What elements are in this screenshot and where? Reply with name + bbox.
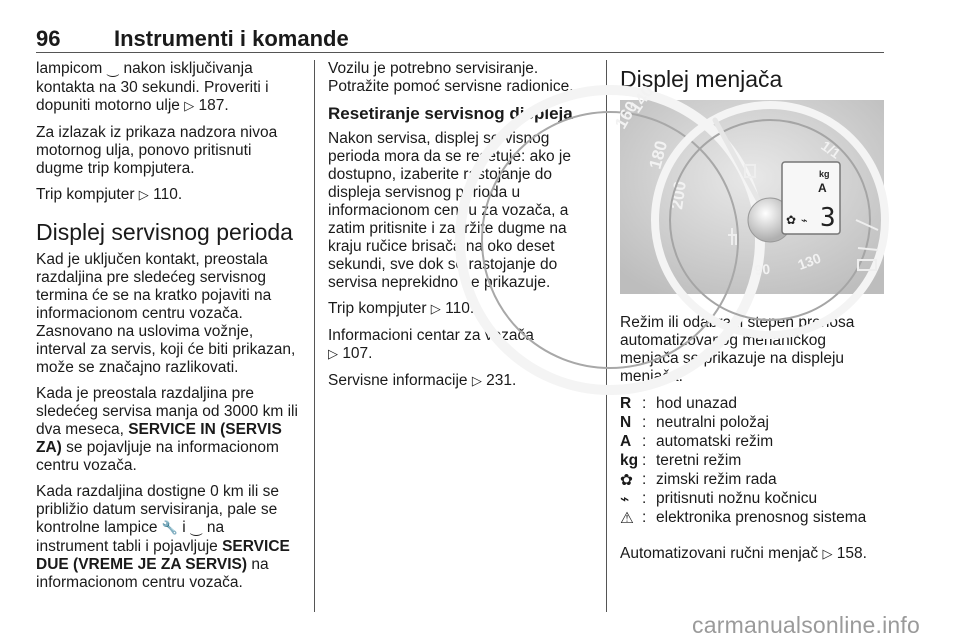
column-divider-1 (314, 60, 315, 612)
speed-label: 160 (611, 97, 642, 132)
fuel-label: 1/1 (818, 137, 844, 162)
display-letter: A (818, 181, 827, 195)
transmission-fault-icon: ⚠ (620, 508, 634, 527)
reference-link[interactable]: Automatizovani ručni menjač ▷ 158. (620, 545, 867, 562)
definition-list (620, 394, 884, 527)
definition-row: N : neutralni položaj (620, 413, 769, 431)
definition-row: R : hod unazad (620, 394, 738, 412)
column-divider-2 (606, 60, 607, 612)
speed-label: 200 (667, 179, 690, 211)
reference-link[interactable]: Informacioni centar za vozača ▷ 107. (328, 327, 534, 362)
definition-row: kg : teretni režim (620, 451, 742, 469)
paragraph: Nakon servisa, displej servisnog perioda mora da se resetuje: ako je dostupno, izaberite rastojanje do displeja servisnog perioda u informacionom centru za vozača, a zatim pritisnite i zadržite dugme na kraju ručice brisača na oko deset sekundi, sve dok se rastojanje do servisa neprekidno ne prikazuje. (328, 130, 571, 291)
page-ref-arrow-icon: ▷ (822, 547, 833, 562)
reference-link[interactable]: Servisne informacije ▷ 231. (328, 372, 517, 389)
oil-pressure-icon: ⏝ (106, 62, 120, 77)
definition-row: ⚠ : elektronika prenosnog sistema (620, 508, 867, 527)
page-ref-arrow-icon: ▷ (138, 188, 149, 203)
paragraph: Režim ili odabrani stepen prenosa automatizovanog mehaničkog menjača se prikazuje na displeju menjača. (620, 314, 855, 385)
definition-row: ⌁ : pritisnuti nožnu kočnicu (620, 489, 818, 508)
chapter-title: Instrumenti i komande (114, 26, 349, 51)
definition-row: A : automatski režim (620, 432, 774, 450)
reference-link[interactable]: Trip kompjuter ▷ 110. (36, 186, 183, 203)
paragraph: Kad je uključen kontakt, preostala razdaljina pre sledećeg servisnog termina će se na kratko pojaviti na informacionom centru vozača. Zasnovano na uslovima vožnje, interval za servis, koji će biti prikazan, može se značajno razlikovati. (36, 251, 296, 376)
watermark: carmanualsonline.info (692, 612, 920, 638)
winter-mode-icon: ✿ (786, 213, 797, 227)
oil-pressure-icon: ⏝ (190, 521, 203, 536)
page-ref-arrow-icon: ▷ (328, 347, 338, 362)
page-ref-arrow-icon: ▷ (471, 374, 482, 389)
page-ref-arrow-icon: ▷ (430, 302, 441, 317)
foot-brake-icon: ⌁ (801, 214, 808, 227)
definition-row: ✿ : zimski režim rada (620, 470, 777, 489)
display-gear: 3 (820, 203, 836, 233)
column-1 (36, 60, 300, 600)
page-header (36, 26, 884, 52)
page-number: 96 (36, 26, 61, 51)
winter-mode-icon: ✿ (620, 470, 633, 489)
display-mode: kg (819, 169, 830, 179)
paragraph: Za izlazak iz prikaza nadzora nivoa motornog ulja, ponovo pritisnuti dugme trip kompjutera. (36, 124, 278, 177)
section-heading: Displej menjača (620, 66, 783, 92)
temp-label: 130 (795, 249, 823, 273)
header-rule (36, 52, 884, 53)
reference-link[interactable]: Trip kompjuter ▷ 110. (328, 300, 475, 317)
speed-label: 180 (645, 138, 672, 172)
column-3 (611, 60, 884, 572)
paragraph: Kada je preostala razdaljina pre sledećeg servisa manja od 3000 km ili dva meseca, SERVICE IN (SERVIS ZA) se pojavljuje na informacionom centru vozača. (36, 385, 298, 474)
service-wrench-icon: 🔧 (161, 521, 178, 536)
page-ref-arrow-icon: ▷ (184, 99, 195, 114)
paragraph: Vozilu je potrebno servisiranje. Potražite pomoć servisne radionice. (328, 60, 574, 95)
paragraph: lampicom ⏝ nakon isključivanja kontakta na 30 sekundi. Proveriti i dopuniti motorno ulje ▷ 187. (36, 60, 269, 114)
instrument-cluster-illustration (611, 82, 884, 294)
temp-label: 90 (753, 260, 771, 278)
paragraph: Kada razdaljina dostigne 0 km ili se približio datum servisiranja, pale se kontrolne lampice 🔧 i ⏝ na instrument tabli i pojavljuje SERVICE DUE (VREME JE ZA SERVIS) na informacionom centru vozača. (36, 483, 290, 591)
subsection-heading: Resetiranje servisnog displeja (328, 104, 573, 123)
speed-label: 140 (625, 82, 658, 117)
instrument-cluster-figure (611, 82, 884, 294)
section-heading: Displej servisnog perioda (36, 219, 293, 245)
foot-brake-icon: ⌁ (620, 489, 630, 508)
